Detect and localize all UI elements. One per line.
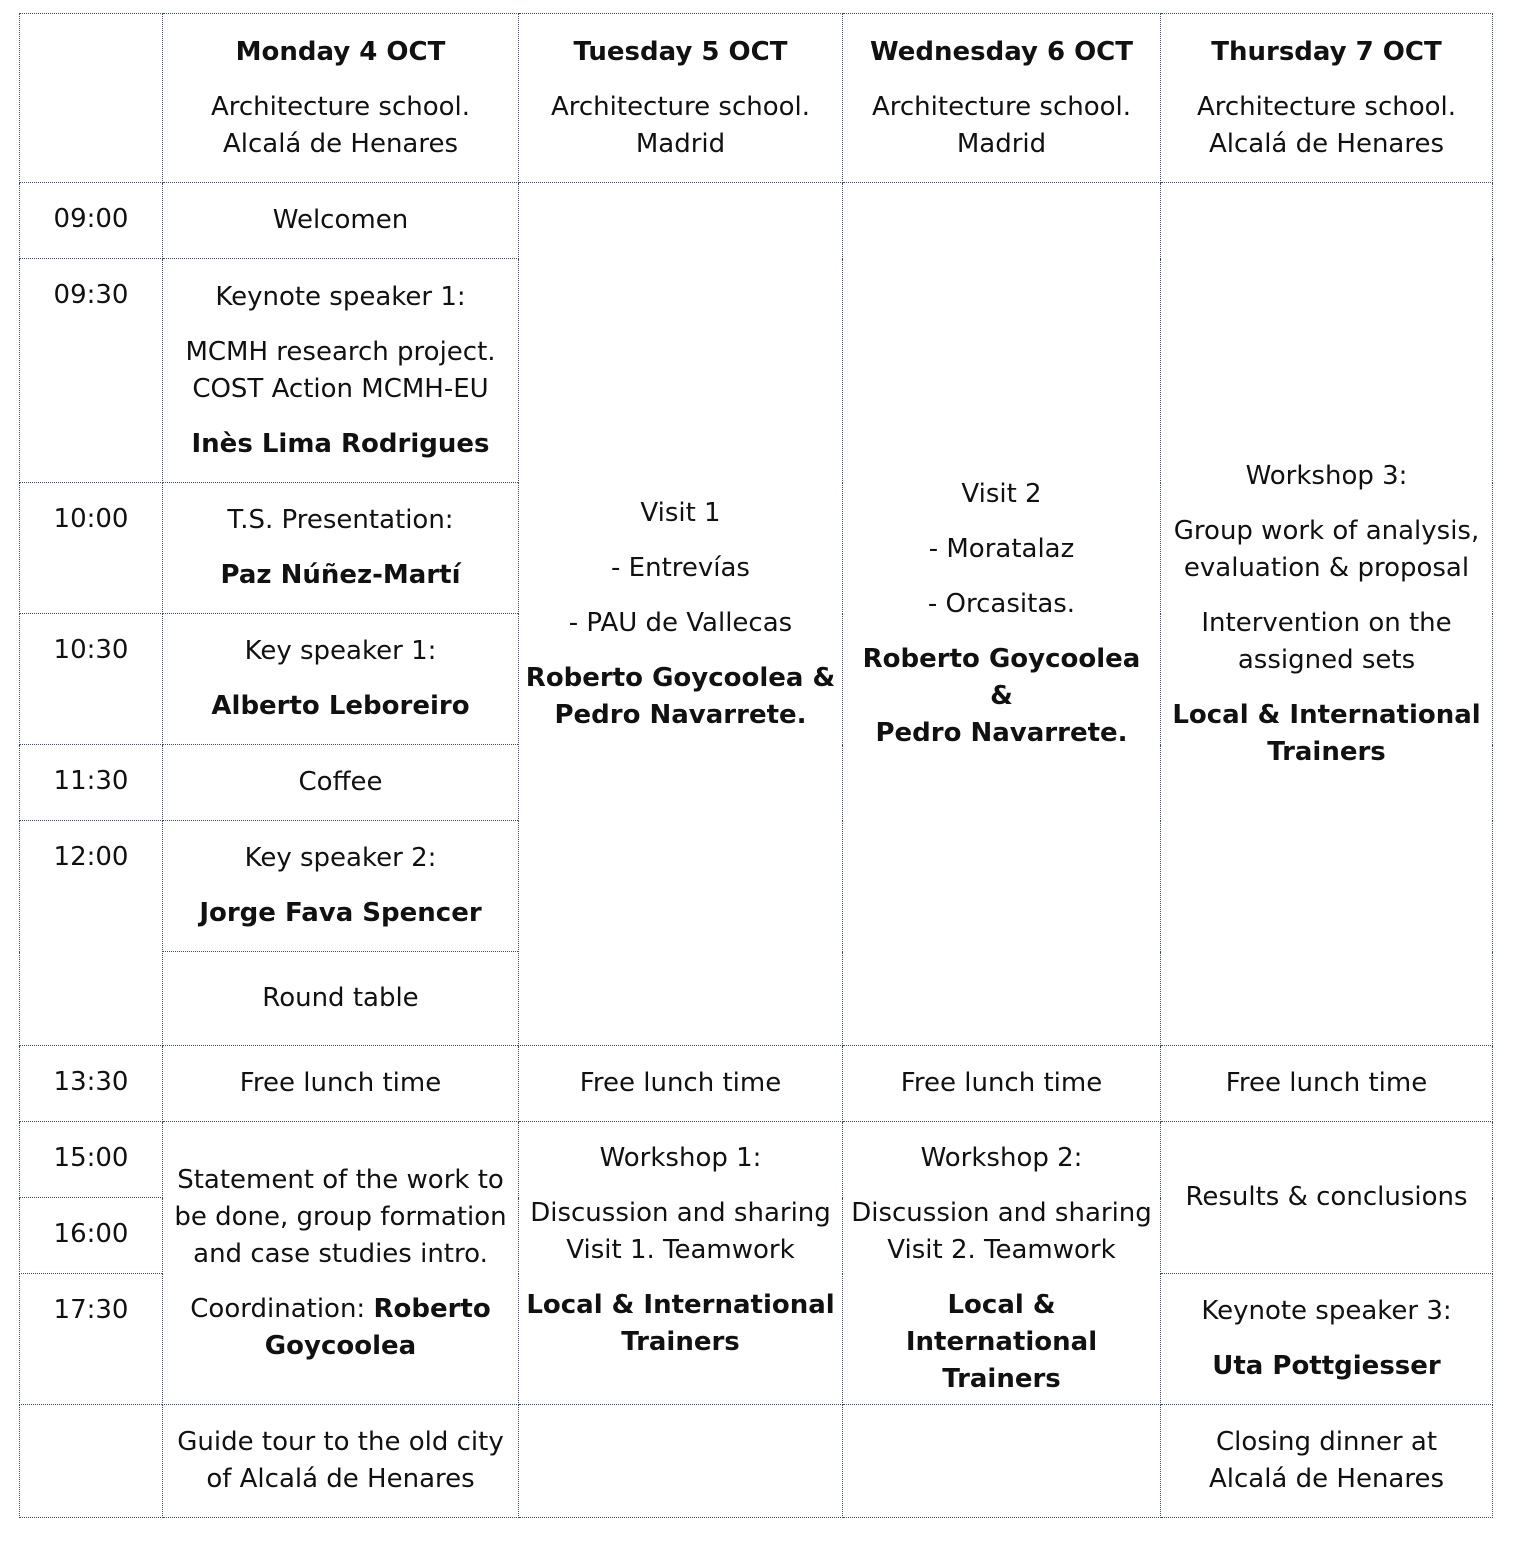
workshop-line: Visit 1. Teamwork xyxy=(566,1235,795,1265)
time-cell-1600: 16:00 xyxy=(20,1198,163,1274)
session-title: T.S. Presentation: xyxy=(227,505,454,535)
session-line: and case studies intro. xyxy=(193,1238,488,1269)
visit-place: - PAU de Vallecas xyxy=(568,607,793,638)
time-cell-1200: 12:00 xyxy=(20,821,163,1046)
visit-place: - Orcasitas. xyxy=(927,589,1076,619)
visit-place: - Entrevías xyxy=(611,552,750,583)
time-cell-1500: 15:00 xyxy=(20,1122,163,1198)
monday-ts-presentation xyxy=(163,483,519,614)
speaker-name: Paz Núñez-Martí xyxy=(220,560,461,590)
workshop-line: Visit 2. Teamwork xyxy=(887,1235,1116,1265)
tuesday-lunch: Free lunch time xyxy=(519,1046,843,1122)
trainers: Local & International xyxy=(526,1290,835,1320)
monday-evening xyxy=(163,1405,519,1518)
time-cell-evening xyxy=(20,1405,163,1518)
trainers: Local & International xyxy=(905,1290,1098,1357)
speaker-name: Inès Lima Rodrigues xyxy=(191,428,490,459)
monday-afternoon xyxy=(163,1122,519,1405)
visit-title: Visit 2 xyxy=(961,479,1042,509)
monday-key-speaker1 xyxy=(163,614,519,745)
speaker-name: Alberto Leboreiro xyxy=(211,691,470,721)
day-header-monday xyxy=(163,14,519,183)
venue-line: Alcalá de Henares xyxy=(1208,128,1445,159)
workshop-title: Workshop 3: xyxy=(1245,460,1408,491)
coordination: Goycoolea xyxy=(264,1330,417,1361)
day-title: Tuesday 5 OCT xyxy=(573,36,788,67)
day-title: Monday 4 OCT xyxy=(235,36,446,67)
workshop-title: Workshop 2: xyxy=(920,1143,1083,1173)
tuesday-evening xyxy=(519,1405,843,1518)
venue-line: Madrid xyxy=(635,128,726,159)
schedule-table xyxy=(19,13,1493,1518)
workshop-title: Workshop 1: xyxy=(599,1143,762,1173)
time-cell-0900: 09:00 xyxy=(20,183,163,259)
session-line: Statement of the work to xyxy=(177,1164,504,1195)
speaker-name: Jorge Fava Spencer xyxy=(199,898,482,928)
session-line: of Alcalá de Henares xyxy=(206,1464,475,1494)
workshop-line: assigned sets xyxy=(1237,644,1416,675)
visit-title: Visit 1 xyxy=(640,497,721,528)
wednesday-evening xyxy=(843,1405,1161,1518)
corner-cell xyxy=(20,14,163,183)
session-title: Key speaker 2: xyxy=(244,843,437,873)
tuesday-workshop xyxy=(519,1122,843,1405)
venue-line: Architecture school. xyxy=(550,91,811,122)
wednesday-workshop xyxy=(843,1122,1161,1405)
venue-line: Alcalá de Henares xyxy=(222,128,459,159)
workshop-line: evaluation & proposal xyxy=(1183,552,1470,583)
session-line: Alcalá de Henares xyxy=(1208,1464,1445,1494)
thursday-keynote3 xyxy=(1161,1274,1493,1405)
venue-line: Architecture school. xyxy=(210,91,471,122)
thursday-workshop-cell xyxy=(1161,183,1493,1046)
monday-key-speaker2 xyxy=(163,821,519,952)
visit-leaders: Pedro Navarrete. xyxy=(554,699,807,730)
day-header-tuesday xyxy=(519,14,843,183)
wednesday-lunch: Free lunch time xyxy=(843,1046,1161,1122)
workshop-line: Group work of analysis, xyxy=(1173,515,1480,546)
time-cell-0930: 09:30 xyxy=(20,259,163,483)
monday-keynote1 xyxy=(163,259,519,483)
time-cell-1130: 11:30 xyxy=(20,745,163,821)
session-line: Closing dinner at xyxy=(1215,1427,1438,1457)
time-cell-1000: 10:00 xyxy=(20,483,163,614)
header-row xyxy=(20,14,1493,183)
speaker-name: Uta Pottgiesser xyxy=(1212,1351,1441,1381)
time-cell-1730: 17:30 xyxy=(20,1274,163,1405)
session-title: Keynote speaker 1: xyxy=(215,281,466,312)
trainers: Trainers xyxy=(942,1364,1061,1394)
session-line: be done, group formation xyxy=(174,1201,507,1232)
day-title: Wednesday 6 OCT xyxy=(869,36,1134,67)
thursday-evening xyxy=(1161,1405,1493,1518)
venue-line: Architecture school. xyxy=(871,91,1132,122)
row-evening xyxy=(20,1405,1493,1518)
monday-round-table: Round table xyxy=(163,952,519,1046)
coordination: Coordination: Roberto xyxy=(190,1293,491,1324)
row-1330 xyxy=(20,1046,1493,1122)
session-line: MCMH research project. xyxy=(185,336,496,367)
thursday-results: Results & conclusions xyxy=(1161,1122,1493,1274)
workshop-line: Intervention on the xyxy=(1201,607,1452,638)
workshop-line: Discussion and sharing xyxy=(851,1198,1152,1228)
trainers: Trainers xyxy=(1267,736,1386,767)
wednesday-visit-cell xyxy=(843,183,1161,1046)
trainers: Local & International xyxy=(1172,699,1481,730)
session-line: COST Action MCMH-EU xyxy=(192,373,489,404)
visit-leaders: Roberto Goycoolea & xyxy=(862,644,1141,711)
time-cell-1030: 10:30 xyxy=(20,614,163,745)
thursday-lunch: Free lunch time xyxy=(1161,1046,1493,1122)
visit-leaders: Roberto Goycoolea & xyxy=(525,662,836,693)
monday-coffee: Coffee xyxy=(163,745,519,821)
row-0900 xyxy=(20,183,1493,259)
workshop-line: Discussion and sharing xyxy=(530,1198,831,1228)
visit-leaders: Pedro Navarrete. xyxy=(875,718,1128,748)
monday-welcome: Welcomen xyxy=(163,183,519,259)
venue-line: Architecture school. xyxy=(1196,91,1457,122)
tuesday-visit-cell xyxy=(519,183,843,1046)
session-title: Keynote speaker 3: xyxy=(1201,1296,1452,1326)
row-1500 xyxy=(20,1122,1493,1198)
session-title: Key speaker 1: xyxy=(244,636,437,666)
trainers: Trainers xyxy=(621,1327,740,1357)
day-header-thursday xyxy=(1161,14,1493,183)
day-header-wednesday xyxy=(843,14,1161,183)
visit-place: - Moratalaz xyxy=(928,534,1075,564)
time-cell-1330: 13:30 xyxy=(20,1046,163,1122)
session-line: Guide tour to the old city xyxy=(177,1427,504,1457)
venue-line: Madrid xyxy=(956,128,1047,159)
day-title: Thursday 7 OCT xyxy=(1211,36,1442,67)
monday-lunch: Free lunch time xyxy=(163,1046,519,1122)
